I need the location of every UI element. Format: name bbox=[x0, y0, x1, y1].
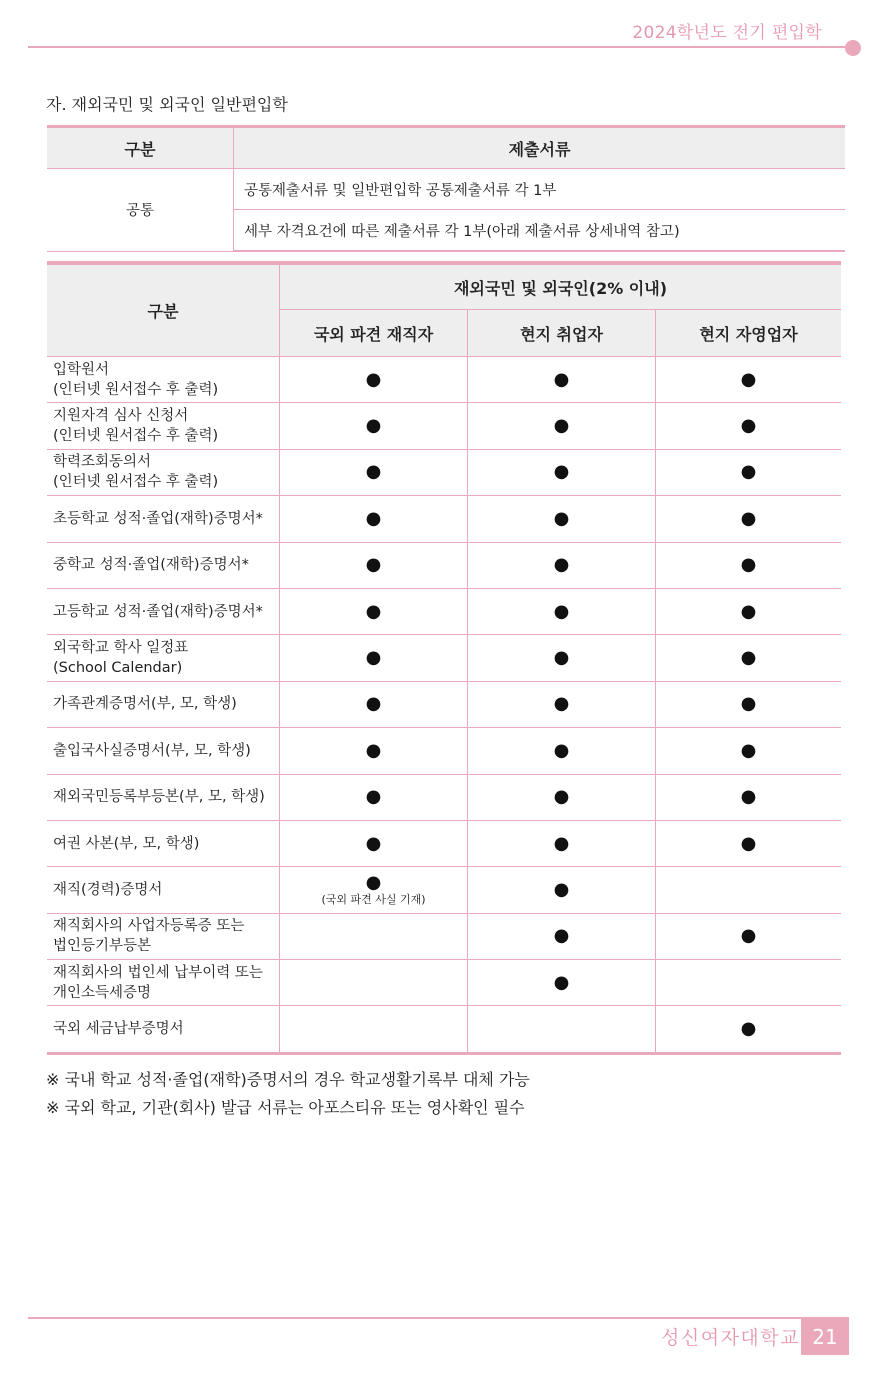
t2-corner-header: 구분 bbox=[47, 263, 280, 357]
mark-cell bbox=[468, 496, 656, 542]
t1-row-text: 세부 자격요건에 따른 제출서류 각 1부(아래 제출서류 상세내역 참고) bbox=[234, 210, 846, 252]
required-mark: ● bbox=[553, 832, 570, 854]
required-mark: ● bbox=[553, 507, 570, 529]
t1-row-text: 공통제출서류 및 일반편입학 공통제출서류 각 1부 bbox=[234, 169, 846, 210]
t2-col-header: 현지 자영업자 bbox=[656, 310, 842, 357]
mark-cell bbox=[280, 820, 468, 866]
required-mark: ● bbox=[740, 832, 757, 854]
common-documents-table bbox=[47, 125, 845, 252]
mark-cell bbox=[656, 449, 842, 495]
t1-header-category: 구분 bbox=[47, 127, 234, 169]
required-mark: ● bbox=[740, 461, 757, 483]
mark-cell bbox=[468, 728, 656, 774]
required-mark: ● bbox=[740, 693, 757, 715]
required-mark: ● bbox=[553, 368, 570, 390]
document-name: 입학원서 (인터넷 원서접수 후 출력) bbox=[47, 357, 280, 403]
required-mark: ● bbox=[740, 554, 757, 576]
t2-body bbox=[47, 357, 841, 1054]
required-mark: ● bbox=[740, 647, 757, 669]
required-mark: ● bbox=[365, 647, 382, 669]
table-row bbox=[47, 913, 841, 959]
page-number: 21 bbox=[801, 1317, 849, 1355]
mark-cell bbox=[468, 960, 656, 1006]
mark-cell bbox=[468, 820, 656, 866]
document-name: 중학교 성적·졸업(재학)증명서* bbox=[47, 542, 280, 588]
mark-cell bbox=[468, 357, 656, 403]
required-mark: ● bbox=[365, 461, 382, 483]
mark-cell bbox=[280, 357, 468, 403]
mark-cell bbox=[656, 496, 842, 542]
mark-cell bbox=[656, 635, 842, 681]
mark-cell bbox=[656, 681, 842, 727]
table-row bbox=[47, 449, 841, 495]
t1-header-documents: 제출서류 bbox=[234, 127, 846, 169]
mark-cell bbox=[280, 681, 468, 727]
table-row bbox=[47, 820, 841, 866]
table-row bbox=[47, 867, 841, 913]
mark-cell bbox=[280, 635, 468, 681]
mark-cell bbox=[280, 496, 468, 542]
mark-cell bbox=[468, 588, 656, 634]
document-name: 재직회사의 법인세 납부이력 또는 개인소득세증명 bbox=[47, 960, 280, 1006]
required-mark: ● bbox=[740, 507, 757, 529]
mark-cell bbox=[468, 913, 656, 959]
document-name: 초등학교 성적·졸업(재학)증명서* bbox=[47, 496, 280, 542]
required-mark: ● bbox=[740, 786, 757, 808]
required-mark: ● bbox=[365, 600, 382, 622]
mark-cell bbox=[280, 449, 468, 495]
table-row bbox=[47, 403, 841, 449]
required-mark: ● bbox=[365, 507, 382, 529]
mark-cell bbox=[468, 635, 656, 681]
mark-cell bbox=[280, 1006, 468, 1053]
document-name: 국외 세금납부증명서 bbox=[47, 1006, 280, 1053]
mark-cell bbox=[656, 1006, 842, 1053]
required-mark: ● bbox=[553, 739, 570, 761]
document-name: 여권 사본(부, 모, 학생) bbox=[47, 820, 280, 866]
required-mark: ● bbox=[365, 832, 382, 854]
document-name: 재직(경력)증명서 bbox=[47, 867, 280, 913]
t1-category-cell: 공통 bbox=[47, 169, 234, 252]
mark-cell bbox=[656, 357, 842, 403]
document-name: 출입국사실증명서(부, 모, 학생) bbox=[47, 728, 280, 774]
required-mark: ● bbox=[740, 415, 757, 437]
mark-cell bbox=[656, 588, 842, 634]
footnotes bbox=[46, 1066, 530, 1122]
table-row bbox=[47, 357, 841, 403]
required-mark: ● bbox=[740, 925, 757, 947]
required-mark: ● bbox=[365, 739, 382, 761]
required-mark: ● bbox=[553, 693, 570, 715]
document-name: 재외국민등록부등본(부, 모, 학생) bbox=[47, 774, 280, 820]
mark-cell bbox=[280, 774, 468, 820]
mark-cell bbox=[280, 403, 468, 449]
required-mark: ● bbox=[365, 415, 382, 437]
required-mark: ● bbox=[553, 647, 570, 669]
mark-cell bbox=[280, 960, 468, 1006]
required-mark: ● bbox=[553, 415, 570, 437]
required-mark: ● bbox=[553, 786, 570, 808]
document-name: 학력조회동의서 (인터넷 원서접수 후 출력) bbox=[47, 449, 280, 495]
required-mark: ● bbox=[553, 461, 570, 483]
table-row bbox=[47, 1006, 841, 1053]
mark-cell bbox=[468, 867, 656, 913]
table-row bbox=[47, 542, 841, 588]
table-row bbox=[47, 960, 841, 1006]
mark-cell bbox=[468, 449, 656, 495]
required-mark: ● bbox=[740, 1018, 757, 1040]
required-mark: ● bbox=[553, 878, 570, 900]
mark-cell bbox=[656, 960, 842, 1006]
mark-cell bbox=[656, 820, 842, 866]
mark-cell bbox=[468, 774, 656, 820]
document-name: 가족관계증명서(부, 모, 학생) bbox=[47, 681, 280, 727]
section-title: 자. 재외국민 및 외국인 일반편입학 bbox=[46, 95, 288, 114]
mark-cell bbox=[468, 403, 656, 449]
t2-col-header: 국외 파견 재직자 bbox=[280, 310, 468, 357]
mark-cell bbox=[468, 681, 656, 727]
required-mark: ● bbox=[740, 368, 757, 390]
required-mark: ● bbox=[553, 554, 570, 576]
required-mark: ● bbox=[365, 554, 382, 576]
document-name: 외국학교 학사 일정표 (School Calendar) bbox=[47, 635, 280, 681]
footnote: ※ 국내 학교 성적·졸업(재학)증명서의 경우 학교생활기록부 대체 가능 bbox=[46, 1070, 530, 1089]
table-row bbox=[47, 635, 841, 681]
required-mark: ● bbox=[553, 925, 570, 947]
document-name: 지원자격 심사 신청서 (인터넷 원서접수 후 출력) bbox=[47, 403, 280, 449]
mark-note: (국외 파견 사실 기재) bbox=[321, 892, 426, 906]
required-mark: ● bbox=[365, 871, 382, 893]
required-mark: ● bbox=[740, 600, 757, 622]
table-row bbox=[47, 681, 841, 727]
mark-cell bbox=[656, 913, 842, 959]
table-row bbox=[47, 588, 841, 634]
mark-cell bbox=[656, 774, 842, 820]
mark-cell bbox=[280, 728, 468, 774]
mark-cell bbox=[656, 867, 842, 913]
document-name: 재직회사의 사업자등록증 또는 법인등기부등본 bbox=[47, 913, 280, 959]
table-row bbox=[47, 496, 841, 542]
mark-cell bbox=[656, 728, 842, 774]
mark-cell bbox=[468, 1006, 656, 1053]
required-mark: ● bbox=[365, 693, 382, 715]
required-mark: ● bbox=[365, 786, 382, 808]
footnote: ※ 국외 학교, 기관(회사) 발급 서류는 아포스티유 또는 영사확인 필수 bbox=[46, 1098, 525, 1117]
required-documents-table bbox=[47, 261, 841, 1055]
footer-rule bbox=[28, 1317, 848, 1319]
footer-university-name: 성신여자대학교 bbox=[661, 1327, 800, 1349]
required-mark: ● bbox=[553, 600, 570, 622]
mark-cell bbox=[280, 542, 468, 588]
required-mark: ● bbox=[553, 971, 570, 993]
mark-cell bbox=[468, 542, 656, 588]
running-header-title: 2024학년도 전기 편입학 bbox=[632, 23, 822, 43]
t2-group-header: 재외국민 및 외국인(2% 이내) bbox=[280, 263, 842, 310]
mark-cell bbox=[280, 913, 468, 959]
mark-cell bbox=[280, 867, 468, 913]
t2-col-header: 현지 취업자 bbox=[468, 310, 656, 357]
table-row bbox=[47, 774, 841, 820]
document-name: 고등학교 성적·졸업(재학)증명서* bbox=[47, 588, 280, 634]
mark-cell bbox=[656, 403, 842, 449]
header-rule bbox=[28, 46, 846, 48]
table-row bbox=[47, 728, 841, 774]
mark-cell bbox=[656, 542, 842, 588]
mark-cell bbox=[280, 588, 468, 634]
required-mark: ● bbox=[740, 739, 757, 761]
required-mark: ● bbox=[365, 368, 382, 390]
header-rule-dot bbox=[845, 40, 861, 56]
